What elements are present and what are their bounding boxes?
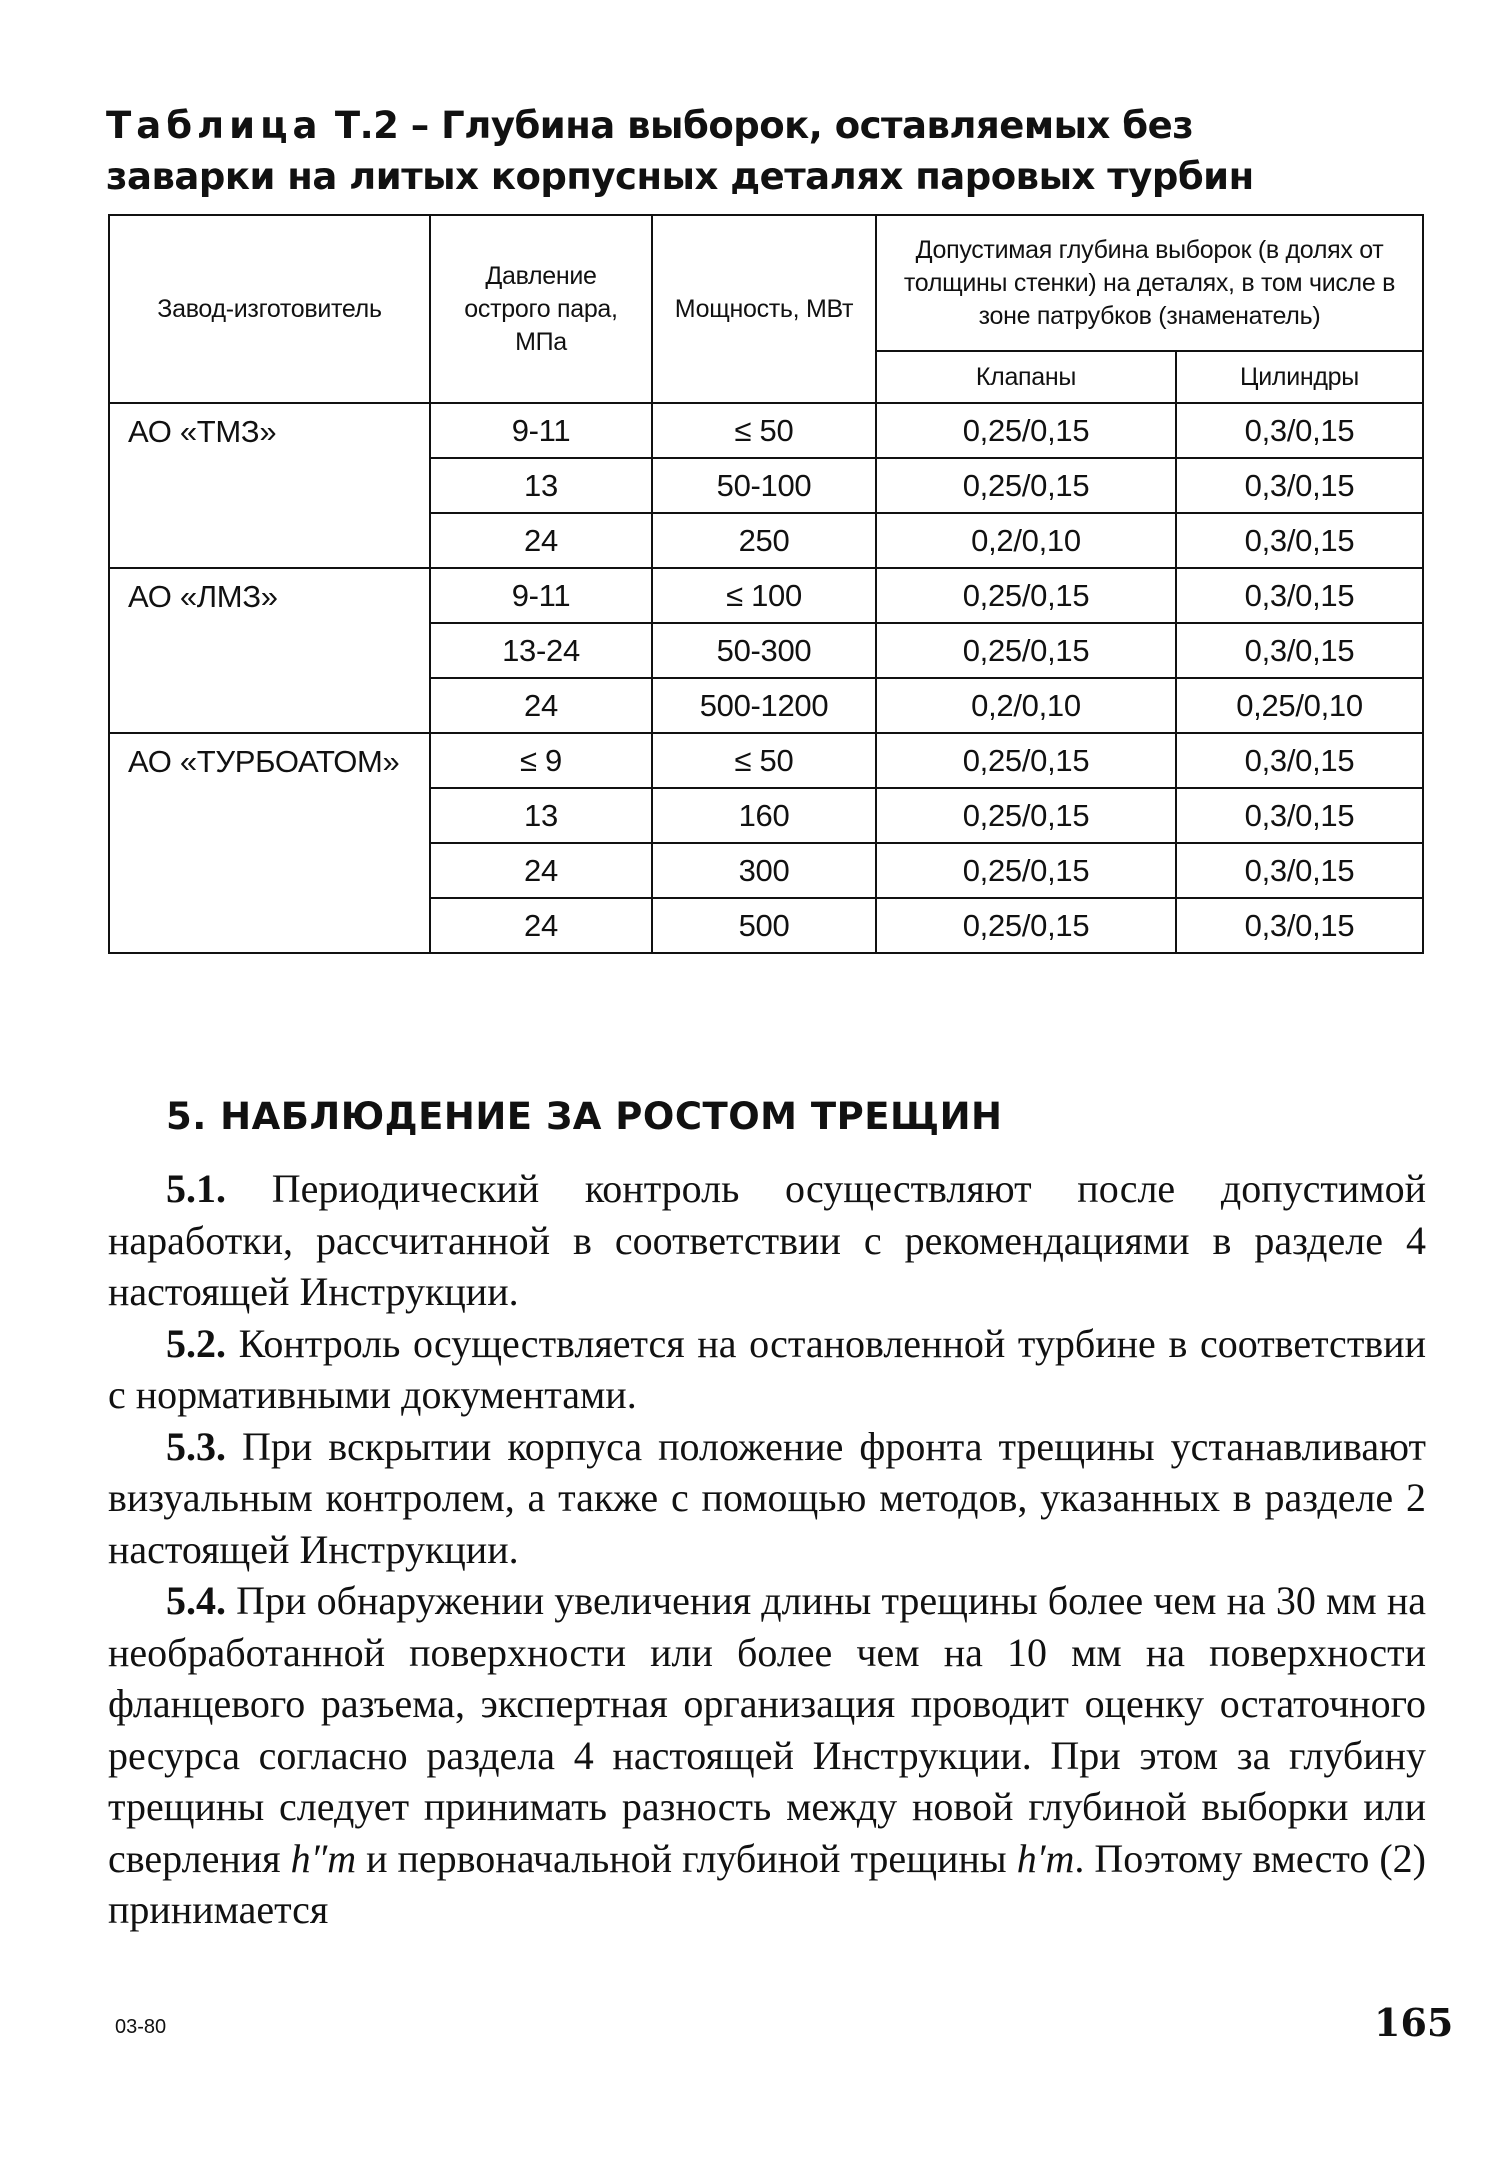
- power-cell: ≤ 100: [652, 568, 876, 623]
- cylinders-cell: 0,3/0,15: [1176, 788, 1423, 843]
- table-row: [109, 733, 1423, 788]
- valves-cell: 0,25/0,15: [876, 898, 1176, 953]
- page-number: 165: [1374, 2000, 1454, 2045]
- paragraph: [108, 1421, 1426, 1576]
- header-power: Мощность, МВт: [652, 215, 876, 403]
- manufacturer-cell: АО «ЛМЗ»: [109, 568, 430, 733]
- power-cell: 300: [652, 843, 876, 898]
- valves-cell: 0,2/0,10: [876, 513, 1176, 568]
- cylinders-cell: 0,3/0,15: [1176, 403, 1423, 458]
- power-cell: 50-300: [652, 623, 876, 678]
- cylinders-cell: 0,3/0,15: [1176, 898, 1423, 953]
- paragraph: [108, 1318, 1426, 1421]
- valves-cell: 0,25/0,15: [876, 568, 1176, 623]
- cylinders-cell: 0,3/0,15: [1176, 623, 1423, 678]
- paragraph-number: 5.1.: [166, 1166, 226, 1211]
- table-title-line2: заварки на литых корпусных деталях паровых турбин: [106, 155, 1254, 198]
- valves-cell: 0,25/0,15: [876, 458, 1176, 513]
- cylinders-cell: 0,3/0,15: [1176, 458, 1423, 513]
- paragraph-number: 5.4.: [166, 1578, 226, 1623]
- paragraph-text: и первоначальной глубиной трещины: [356, 1835, 1017, 1881]
- valves-cell: 0,25/0,15: [876, 733, 1176, 788]
- table-title-prefix: Таблица: [106, 104, 323, 147]
- pressure-cell: 24: [430, 843, 652, 898]
- paragraph: [108, 1163, 1426, 1318]
- cylinders-cell: 0,25/0,10: [1176, 678, 1423, 733]
- paragraph-number: 5.3.: [166, 1423, 226, 1469]
- valves-cell: 0,25/0,15: [876, 788, 1176, 843]
- header-cylinders: Цилиндры: [1176, 351, 1423, 403]
- pressure-cell: 13: [430, 458, 652, 513]
- header-manufacturer: Завод-изготовитель: [109, 215, 430, 403]
- valves-cell: 0,25/0,15: [876, 623, 1176, 678]
- pressure-cell: 24: [430, 678, 652, 733]
- power-cell: 500: [652, 898, 876, 953]
- section-body: [108, 1163, 1426, 1936]
- table-title-line1: Т.2 – Глубина выборок, оставляемых без: [322, 104, 1194, 147]
- section-title: 5. НАБЛЮДЕНИЕ ЗА РОСТОМ ТРЕЩИН: [166, 1095, 1003, 1138]
- cylinders-cell: 0,3/0,15: [1176, 513, 1423, 568]
- pressure-cell: 24: [430, 898, 652, 953]
- footer-code: 03-80: [115, 2016, 167, 2038]
- paragraph-text: . Поэтому вместо (2) принимается: [108, 1835, 1426, 1932]
- valves-cell: 0,25/0,15: [876, 403, 1176, 458]
- paragraph-text: При обнаружении увеличения длины трещины более чем на 30 мм на необработанной поверхности или более чем на 10 мм на поверхности фланцевого разъема, экспертная организация проводит оценку остаточного ресурса согласно раздела 4 настоящей Инструкции. При этом за глубину трещины следует принимать разность между новой глубиной выборки или сверления: [108, 1578, 1426, 1881]
- table-row: [109, 568, 1423, 623]
- formula-symbol: h′т: [1016, 1835, 1075, 1881]
- manufacturer-cell: АО «ТМЗ»: [109, 403, 430, 568]
- paragraph-text: При вскрытии корпуса положение фронта трещины устанавливают визуальным контролем, а также с помощью методов, указанных в разделе 2 настоящей Инструкции.: [108, 1423, 1426, 1572]
- power-cell: 500-1200: [652, 678, 876, 733]
- valves-cell: 0,2/0,10: [876, 678, 1176, 733]
- power-cell: ≤ 50: [652, 403, 876, 458]
- paragraph-text: Периодический контроль осуществляют после допустимой наработки, рассчитанной в соответствии с рекомендациями в разделе 4 настоящей Инструкции.: [108, 1166, 1426, 1314]
- pressure-cell: 13-24: [430, 623, 652, 678]
- pressure-cell: 9-11: [430, 403, 652, 458]
- table-title: [106, 100, 1436, 202]
- header-valves: Клапаны: [876, 351, 1176, 403]
- paragraph: [108, 1575, 1426, 1936]
- cylinders-cell: 0,3/0,15: [1176, 843, 1423, 898]
- cylinders-cell: 0,3/0,15: [1176, 733, 1423, 788]
- pressure-cell: 13: [430, 788, 652, 843]
- manufacturer-cell: АО «ТУРБОАТОМ»: [109, 733, 430, 953]
- header-depth: Допустимая глубина выборок (в долях от толщины стенки) на деталях, в том числе в зоне патрубков (знаменатель): [876, 215, 1423, 351]
- cylinders-cell: 0,3/0,15: [1176, 568, 1423, 623]
- power-cell: 50-100: [652, 458, 876, 513]
- table-row: [109, 403, 1423, 458]
- formula-symbol: h″т: [290, 1835, 357, 1881]
- power-cell: 160: [652, 788, 876, 843]
- paragraph-text: Контроль осуществляется на остановленной турбине в соответствии с нормативными документами.: [108, 1320, 1426, 1417]
- power-cell: 250: [652, 513, 876, 568]
- pressure-cell: 9-11: [430, 568, 652, 623]
- valves-cell: 0,25/0,15: [876, 843, 1176, 898]
- power-cell: ≤ 50: [652, 733, 876, 788]
- pressure-cell: ≤ 9: [430, 733, 652, 788]
- header-pressure: Давление острого пара, МПа: [430, 215, 652, 403]
- depth-table: [108, 214, 1424, 954]
- paragraph-number: 5.2.: [166, 1320, 226, 1366]
- pressure-cell: 24: [430, 513, 652, 568]
